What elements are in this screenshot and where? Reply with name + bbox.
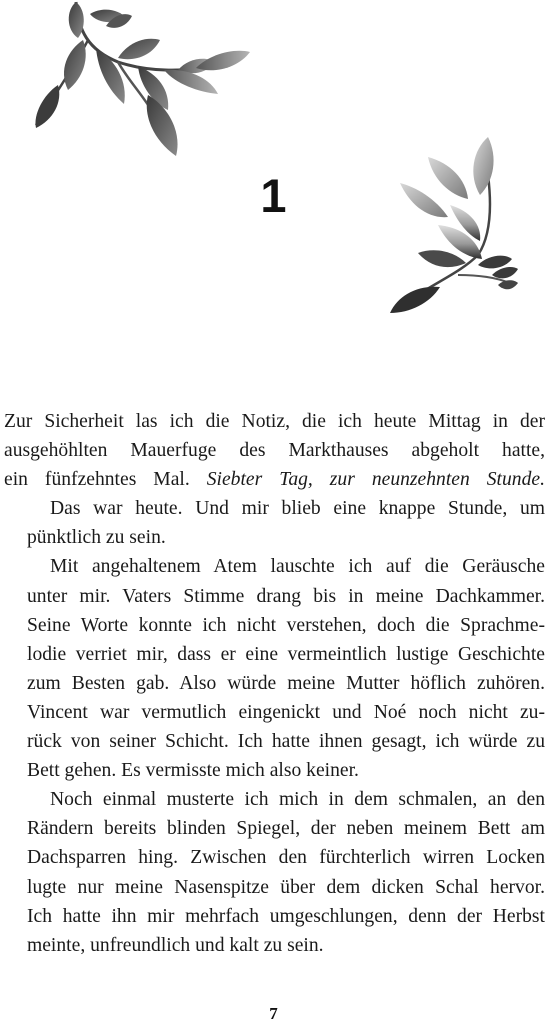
- text-line: Bett gehen. Es vermisste mich also keiner.: [27, 760, 359, 782]
- text-line: zum Besten gab. Also würde meine Mutter höflich zuhören.: [27, 672, 545, 694]
- paragraph-4: [4, 785, 545, 960]
- text-line: [4, 465, 545, 494]
- text-line: Noch einmal musterte ich mich in dem schmalen, an den: [50, 789, 545, 811]
- text-line: Rändern bereits blinden Spiegel, der neben meinem Bett am: [27, 818, 545, 840]
- text-line: lodie verriet mir, dass er eine vermeintlich lustige Geschichte: [27, 643, 545, 665]
- text-line: Zur Sicherheit las ich die Notiz, die ich heute Mittag in der: [4, 411, 545, 432]
- text-line: Vincent war vermutlich eingenickt und Noé noch nicht zu-: [27, 701, 545, 723]
- text-line: meinte, unfreundlich und kalt zu sein.: [27, 934, 324, 956]
- text-line: pünktlich zu sein.: [27, 527, 166, 549]
- paragraph-2: [4, 494, 545, 552]
- text-line: Mit angehaltenem Atem lauschte ich auf die Geräusche: [50, 556, 545, 578]
- text-line: Das war heute. Und mir blieb eine knappe Stunde, um: [50, 498, 545, 520]
- text-line: lugte nur meine Nasenspitze über dem dicken Schal hervor.: [27, 876, 545, 898]
- text-plain: ein fünfzehntes Mal.: [4, 469, 207, 491]
- chapter-number: 1: [260, 169, 287, 222]
- text-line: rück von seiner Schicht. Ich hatte ihnen gesagt, ich würde zu: [27, 731, 545, 753]
- paragraph-3: [4, 552, 545, 785]
- paragraph-1: [4, 407, 545, 494]
- italic-quote: Siebter Tag, zur neunzehnten Stunde.: [206, 469, 545, 491]
- text-line: ausgehöhlten Mauerfuge des Markthauses abgeholt hatte,: [4, 440, 545, 462]
- text-line: Seine Worte konnte ich nicht verstehen, doch die Sprachme-: [27, 614, 545, 636]
- body-text: [4, 407, 545, 960]
- text-line: Ich hatte ihn mir mehrfach umgeschlungen, denn der Herbst: [27, 905, 545, 927]
- text-line: Dachsparren hing. Zwischen den fürchterlich wirren Locken: [27, 847, 545, 869]
- page-number: 7: [269, 1004, 278, 1023]
- text-line: unter mir. Vaters Stimme drang bis in meine Dachkammer.: [27, 585, 545, 607]
- leaf-ornament-top-left: [28, 0, 250, 160]
